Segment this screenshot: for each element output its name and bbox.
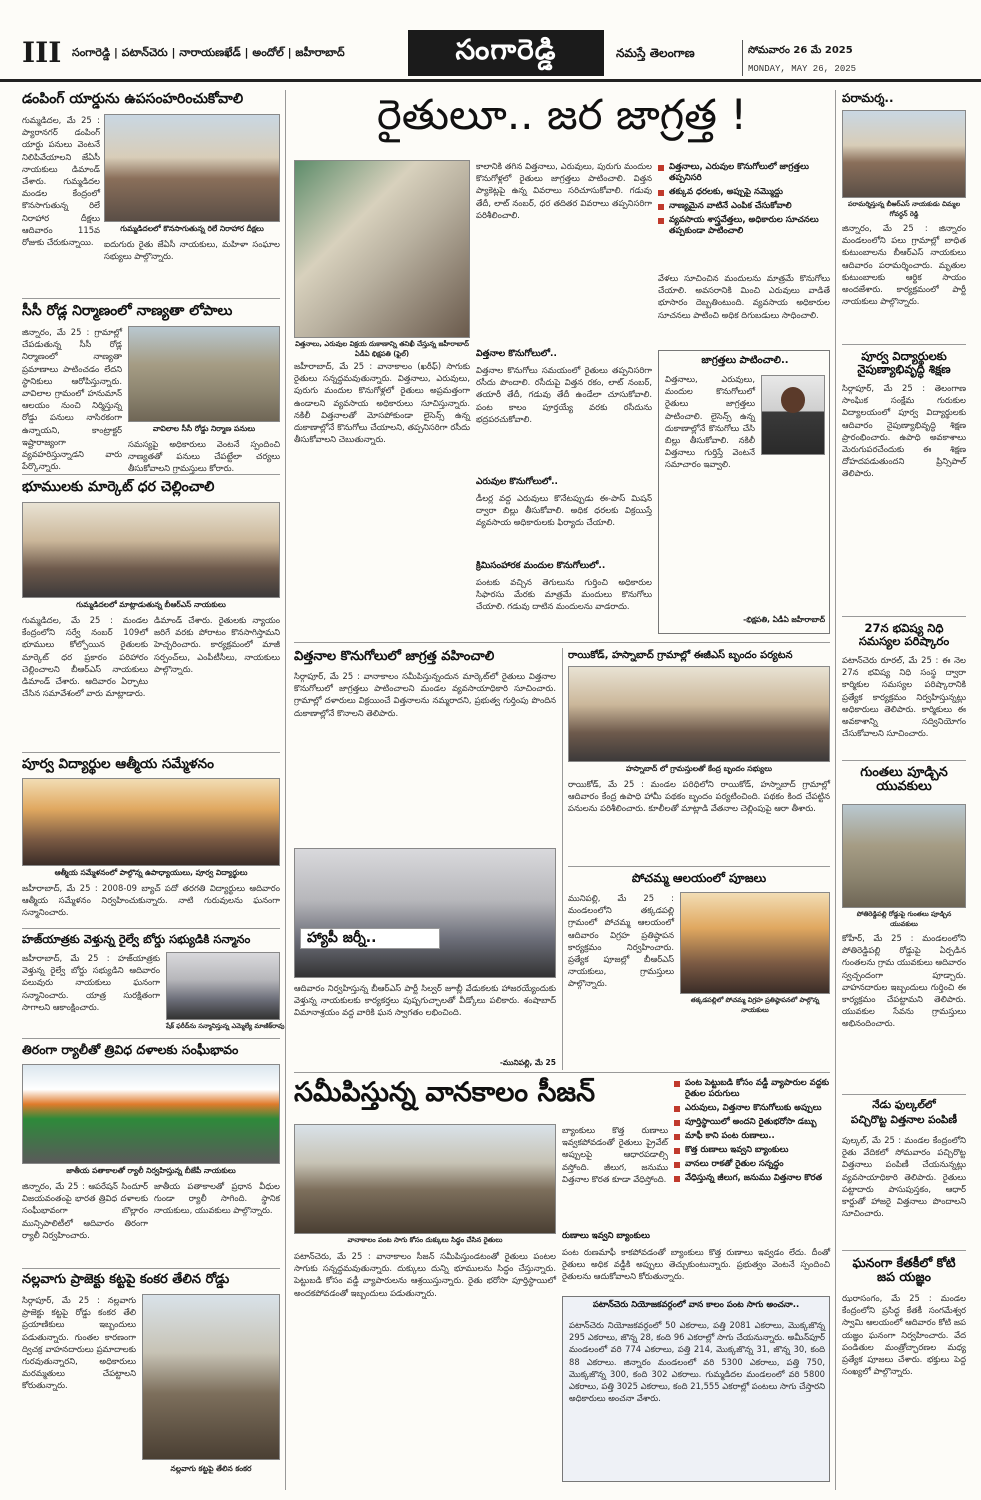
pochamma-photo bbox=[680, 892, 830, 994]
headline-potholes-filled: గుంతలు పూడ్చిన యువకులు bbox=[860, 765, 948, 795]
dumping-yard-caption: గుమ్మడిదలలో కొనసాగుతున్న రిలే నిరాహార దీక్షలు bbox=[120, 224, 264, 233]
article-hajj-body: జహీరాబాద్, మే 25 : హజ్‌యాత్రకు వెళ్తున్న రైల్వే బోర్డు సభ్యుడిని ఆదివారం పలువురు నాయకులు ఘనంగా సన్మానించారు. యాత్ర సురక్షితంగా సాగాలని ఆకాంక్షించారు. bbox=[22, 953, 160, 1012]
lead-bullet: వ్యవసాయ శాస్త్రవేత్తలు, అధికారుల సూచనలు తప్పకుండా పాటించాలి bbox=[658, 215, 830, 237]
monsoon-bullet: పంట పెట్టుబడి కోసం వడ్డీ వ్యాపారుల వద్దకు రైతుల పరుగులు bbox=[674, 1078, 830, 1100]
article-cc-roads-body-2: సమస్యపై అధికారులు వెంటనే స్పందించి నాణ్యతతో పనులు చేపట్టేలా చర్యలు తీసుకోవాలని గ్రామస్తులు కోరారు. bbox=[128, 439, 280, 474]
headline-happy-journey: హ్యాపీ జర్నీ.. bbox=[300, 928, 440, 949]
article-monsoon-body-2: బ్యాంకులు కొత్త రుణాలు ఇవ్వకపోవడంతో రైతులు ప్రైవేట్ అప్పులపై ఆధారపడాల్సి వస్తోంది. జీలుగ, జనుము విత్తనాల కొరత కూడా వేధిస్తోంది. bbox=[562, 1125, 668, 1184]
expert-box-heading: జాగ్రత్తలు పాటించాలి.. bbox=[701, 355, 789, 366]
page-number: III bbox=[22, 36, 62, 69]
monsoon-bullet: కొత్త రుణాలు ఇవ్వని బ్యాంకులు bbox=[674, 1145, 830, 1156]
monsoon-field-photo bbox=[294, 1124, 556, 1234]
tiranga-rally-photo bbox=[22, 1064, 280, 1164]
condolence-caption: పరామర్శిస్తున్న బీఆర్ఎస్ నాయకుడు చిమ్మల గోవర్ధన్ రెడ్డి bbox=[847, 200, 961, 218]
article-seed-distribution-body: పుల్కల్, మే 25 : మండల కేంద్రంలోని రైతు వేదికలో సోమవారం పచ్చిరొట్ట విత్తనాలు పంపిణీ చేయనున్నట్లు వ్యవసాయాధికారి తెలిపారు. రైతులు పట్టాదారు పాసుపుస్తకం, ఆధార్ కార్డుతో హాజరై విత్తనాలు పొందాలని సూచించారు. bbox=[842, 1135, 966, 1219]
article-condolence-body: జిన్నారం, మే 25 : జిన్నారం మండలంలోని పలు గ్రామాల్లో బాధిత కుటుంబాలను బీఆర్ఎస్ నాయకులు ఆదివారం పరామర్శించారు. మృతుల కుటుంబాలకు ఆర్థిక సాయం అందజేశారు. కార్యక్రమంలో పార్టీ నాయకులు పాల్గొన్నారు. bbox=[842, 223, 966, 307]
article-skill-training-body: సిర్గాపూర్, మే 25 : తెలంగాణ సాంఘిక సంక్షేమ గురుకుల విద్యాలయంలో పూర్వ విద్యార్థులకు ఆదివారం నైపుణ్యాభివృద్ధి శిక్షణ ప్రారంభించారు. ఉపాధి అవకాశాలు మెరుగుపరచేందుకు ఈ శిక్షణ దోహదపడుతుందని ప్రిన్సిపాల్ తెలిపారు. bbox=[842, 383, 966, 479]
headline-seed-distribution-2: పచ్చిరొట్ట విత్తనాల పంపిణీ bbox=[850, 1114, 958, 1126]
monsoon-bullet: వానలు రాకతో రైతుల సన్నద్ధం bbox=[674, 1159, 830, 1170]
divider bbox=[842, 344, 966, 345]
article-happy-journey-body: ఆదివారం నిర్వహిస్తున్న బీఆర్ఎస్ పార్టీ సిల్వర్ జూబ్లీ వేడుకలకు హాజరయ్యేందుకు వెళ్తున్న నాయకులకు కార్యకర్తలు పుష్పగుచ్ఛాలతో వీడ్కోలు పలికారు. శంషాబాద్ విమానాశ్రయం వద్ద వారికి ఘన స్వాగతం లభించింది. bbox=[294, 983, 556, 1018]
headline-egs-team: రాయికోడ్, హస్నాబాద్ గ్రామాల్లో ఈజీఎస్ బృందం పర్యటన bbox=[568, 650, 793, 661]
headline-dumping-yard: డంపింగ్ యార్డును ఉపసంహరించుకోవాలి bbox=[22, 91, 244, 107]
expert-quote-box bbox=[658, 350, 830, 634]
expert-signature: -భిక్షపతి, ఏడీఏ జహీరాబాద్ bbox=[743, 615, 825, 624]
headline-pf-grievance: 27న భవిష్య నిధి సమస్యల పరిష్కారం bbox=[858, 621, 950, 648]
divider bbox=[22, 1038, 280, 1039]
divider bbox=[568, 866, 830, 867]
monsoon-bullet: పూర్తిస్థాయిలో అందని రైతుభరోసా డబ్బు bbox=[674, 1117, 830, 1128]
potholes-caption: పోతిరెడ్డిపల్లి రోడ్డుపై గుంతలు పూడ్చిన యువకులు bbox=[856, 910, 952, 928]
paper-name: నమస్తే తెలంగాణ bbox=[616, 46, 695, 60]
article-tiranga-body: జిన్నారం, మే 25 : ఆపరేషన్ సిందూర్ విజయవంతంపై భారత త్రివిధ దళాలకు సంఘీభావంగా బొల్లారం మున్సిపాలిటీలో ఆదివారం తిరంగా ర్యాలీ నిర్వహించారు. bbox=[22, 1181, 148, 1240]
article-market-price-body: గుమ్మడిదల, మే 25 : మండల కేంద్రంలోని సర్వే నంబర్ 109లో భూములు కోల్పోయిన రైతులకు మార్కెట్ ధర ప్రకారం పరిహారం చెల్లించాలని బీఆర్ఎస్ నాయకులు డిమాండ్ చేశారు. ఆదివారం ఏర్పాటు చేసిన సమావేశంలో వారు మాట్లాడారు. bbox=[22, 615, 148, 699]
divider bbox=[22, 928, 280, 929]
article-potholes-body: కోహీర్, మే 25 : మండలంలోని పోతిరెడ్డిపల్లి రోడ్డుపై ఏర్పడిన గుంతలను గ్రామ యువకులు ఆదివారం స్వచ్ఛందంగా పూడ్చారు. వాహనదారుల ఇబ్బందులు గుర్తించి ఈ కార్యక్రమం చేపట్టామని తెలిపారు. యువకుల సేవను గ్రామస్తులు అభినందించారు. bbox=[842, 933, 966, 1029]
monsoon-subhead-banks: రుణాలు ఇవ్వని బ్యాంకులు bbox=[562, 1231, 650, 1241]
alumni-meet-caption: ఆత్మీయ సమ్మేళనంలో పాల్గొన్న ఉపాధ్యాయులు, పూర్వ విద్యార్థులు bbox=[54, 868, 248, 877]
headline-koti-japa-yagnam: ఘనంగా కేతకీలో కోటి జప యజ్ఞం bbox=[852, 1255, 956, 1284]
crop-estimate-box bbox=[562, 1296, 830, 1482]
lead-body-4: విత్తనాల కొనుగోలు సమయంలో రైతులు తప్పనిసరిగా రసీదు పొందాలి. రసీదుపై విత్తన రకం, లాట్ నంబర్, తయారీ తేదీ, గడువు తేదీ ఉండేలా చూసుకోవాలి. పంట కాలం పూర్తయ్యే వరకు రసీదును భద్రపరచుకోవాలి. bbox=[476, 365, 652, 424]
article-nallavagu-body: సిర్గాపూర్, మే 25 : నల్లవాగు ప్రాజెక్టు కట్టపై రోడ్డు కంకర తేలి ప్రయాణికులు ఇబ్బందులు పడుతున్నారు. గుంతల కారణంగా ద్విచక్ర వాహనదారులు ప్రమాదాలకు గురవుతున్నారని, అధికారులు మరమ్మతులు చేపట్టాలని కోరుతున్నారు. bbox=[22, 1295, 136, 1391]
column-divider-right bbox=[835, 90, 836, 1490]
headline-skill-training: పూర్వ విద్యార్థులకు నైపుణ్యాభివృద్ధి శిక్షణ bbox=[857, 349, 951, 376]
tiranga-rally-caption: జాతీయ పతాకాలతో ర్యాలీ నిర్వహిస్తున్న బీజేపీ నాయకులు bbox=[66, 1166, 236, 1175]
location-bar: సంగారెడ్డి | పటాన్‌చెరు | నారాయణఖేడ్ | అందోల్ | జహీరాబాద్ bbox=[72, 46, 345, 59]
date-english: MONDAY, MAY 26, 2025 bbox=[748, 64, 857, 74]
divider bbox=[22, 1268, 280, 1269]
monsoon-bullet: మాఫీ కాని పంట రుణాలు.. bbox=[674, 1131, 830, 1142]
cc-road-photo bbox=[128, 326, 280, 422]
headline-monsoon-season: సమీపిస్తున్న వానకాలం సీజన్ bbox=[294, 1077, 596, 1108]
divider bbox=[842, 1250, 966, 1251]
masthead-divider bbox=[742, 40, 743, 76]
dumping-yard-photo bbox=[104, 114, 280, 222]
masthead bbox=[0, 0, 981, 82]
monsoon-bullet: వేధిస్తున్న జీలుగ, జనుము విత్తనాల కొరత bbox=[674, 1173, 830, 1184]
article-pochamma-body: మునిపల్లి, మే 25 : మండలంలోని తక్కడపల్లి గ్రామంలో పోచమ్మ ఆలయంలో ఆదివారం విగ్రహ ప్రతిష్ఠాపన కార్యక్రమం నిర్వహించారు. ప్రత్యేక పూజల్లో బీఆర్ఎస్ నాయకులు, గ్రామస్తులు పాల్గొన్నారు. bbox=[568, 893, 674, 989]
egs-team-photo bbox=[568, 666, 830, 762]
lead-subhead-fertilizer: ఎరువుల కొనుగోలులో.. bbox=[476, 477, 558, 487]
nallavagu-caption: నల్లవాగు కట్టపై తేలిన కంకర bbox=[170, 1464, 252, 1473]
article-koti-japa-body: ఝరాసంగం, మే 25 : మండల కేంద్రంలోని ప్రసిద్ధ కేతకీ సంగమేశ్వర స్వామి ఆలయంలో ఆదివారం కోటి జప యజ్ఞం ఘనంగా నిర్వహించారు. వేద పండితుల మంత్రోచ్ఛారణల మధ్య ప్రత్యేక పూజలు చేశారు. భక్తులు పెద్ద సంఖ్యలో పాల్గొన్నారు. bbox=[842, 1293, 966, 1377]
headline-nallavagu-road: నల్లవాగు ప్రాజెక్టు కట్టపై కంకర తేలిన రోడ్డు bbox=[22, 1272, 230, 1287]
article-alumni-meet-body: జహీరాబాద్, మే 25 : 2008-09 బ్యాచ్ పదో తరగతి విద్యార్థులు ఆదివారం ఆత్మీయ సమ్మేళనం నిర్వహించుకున్నారు. నాటి గురువులను ఘనంగా సన్మానించారు. bbox=[22, 883, 280, 918]
divider bbox=[294, 1072, 830, 1073]
lead-bullet: విత్తనాలు, ఎరువుల కొనుగోలులో జాగ్రత్తలు తప్పనిసరి bbox=[658, 162, 830, 184]
article-dumping-yard-body: గుమ్మడిదల, మే 25 : ప్యారానగర్ డంపింగ్ యార్డు పనులు వెంటనే నిలిపివేయాలని జేఏసీ నాయకులు డిమాండ్ చేశారు. గుమ్మడిదల మండల కేంద్రంలో కొనసాగుతున్న రిలే నిరాహార దీక్షలు ఆదివారం 115వ రోజుకు చేరుకున్నాయి. bbox=[22, 115, 100, 247]
headline-cc-roads: సీసీ రోడ్ల నిర్మాణంలో నాణ్యతా లోపాలు bbox=[22, 303, 233, 319]
article-dumping-yard-body-2: ఐదుగురు రైతు జేఏసీ నాయకులు, మహిళా సంఘాల సభ్యులు పాల్గొన్నారు. bbox=[104, 239, 280, 262]
expert-box-body: విత్తనాలు, ఎరువులు, మందుల కొనుగోలులో రైతులు జాగ్రత్తలు పాటించాలి. లైసెన్స్ ఉన్న దుకాణాల్లోనే కొనుగోలు చేసి బిల్లు తీసుకోవాలి. నకిలీ విత్తనాలు గుర్తిస్తే వెంటనే సమాచారం ఇవ్వాలి. bbox=[665, 374, 755, 470]
market-price-caption: గుమ్మడిదలలో మాట్లాడుతున్న బీఆర్ఎస్ నాయకులు bbox=[76, 600, 226, 609]
crop-estimate-body: పటాన్‌చెరు నియోజకవర్గంలో 50 ఎకరాలు, పత్తి 2081 ఎకరాలు, మొక్కజొన్న 295 ఎకరాలు, జొన్న 28, కంది 96 ఎకరాల్లో సాగు చేయనున్నారు. అమీన్‌పూర్ మండలంలో వరి 774 ఎకరాలు, పత్తి 214, మొక్కజొన్న 31, జొన్న 30, కంది 88 ఎకరాలు. జిన్నారం మండలంలో వరి 5300 ఎకరాలు, పత్తి 750, మొక్కజొన్న 300, కంది 302 ఎకరాలు. గుమ్మడిదల మండలంలో వరి 5800 ఎకరాలు, పత్తి 3025 ఎకరాలు, కంది 21,555 ఎకరాల్లో పంటలు సాగు చేస్తారని అధికారులు అంచనా వేశారు. bbox=[569, 1320, 825, 1404]
potholes-photo bbox=[842, 804, 966, 908]
happy-journey-photo bbox=[294, 848, 556, 978]
lead-bullet: నాణ్యమైన వాటినే ఎంపిక చేసుకోవాలి bbox=[658, 201, 830, 212]
article-market-price-body-2: డిమాండ్ చేశారు. రైతులకు న్యాయం జరిగే వరకు పోరాటం కొనసాగిస్తామని హెచ్చరించారు. కార్యక్రమంలో మాజీ సర్పంచ్‌లు, ఎంపీటీసీలు, నాయకులు పాల్గొన్నారు. bbox=[154, 615, 280, 674]
hajj-caption: షేక్ ఫరీద్‌ను సన్మానిస్తున్న ఎమ్మెల్యే మాణిక్‌రావు bbox=[166, 1022, 285, 1030]
lead-headline: రైతులూ.. జర జాగ్రత్త ! bbox=[376, 90, 748, 139]
lead-body-2: కాలానికి తగిన విత్తనాలు, ఎరువులు, పురుగు మందుల కొనుగోళ్లలో రైతులు జాగ్రత్తలు పాటించాలి. విత్తన ప్యాకెట్లపై ఉన్న వివరాలు సరిచూసుకోవాలి. గడువు తేదీ, లాట్ నంబర్, ధర తదితర వివరాలు తప్పనిసరిగా పరిశీలించాలి. bbox=[476, 161, 652, 220]
headline-alumni-meet: పూర్వ విద్యార్థుల ఆత్మీయ సమ్మేళనం bbox=[22, 756, 214, 772]
lead-photo-caption: విత్తనాలు, ఎరువుల విక్రయ దుకాణాన్ని తనిఖీ చేస్తున్న జహీరాబాద్ ఏడీఏ భిక్షపతి (ఫైల్) bbox=[295, 340, 469, 358]
headline-seed-distribution: నేడు ఫుల్కల్‌లో bbox=[872, 1099, 936, 1111]
market-price-photo bbox=[22, 502, 280, 598]
article-pf-grievance-body: పటాన్‌చెరు రూరల్, మే 25 : ఈ నెల 27న భవిష్య నిధి సంస్థ ద్వారా కార్మికుల సమస్యల పరిష్కారానికి ప్రత్యేక కార్యక్రమం నిర్వహిస్తున్నట్లు అధికారులు తెలిపారు. కార్మికులు ఈ అవకాశాన్ని సద్వినియోగం చేసుకోవాలని సూచించారు. bbox=[842, 655, 966, 739]
lead-bullet: తక్కువ ధరలకు, అప్పుపై నమ్మొద్దు bbox=[658, 187, 830, 198]
article-monsoon-body-3: పంట రుణమాఫీ కాకపోవడంతో బ్యాంకులు కొత్త రుణాలు ఇవ్వడం లేదు. దీంతో రైతులు అధిక వడ్డీకి అప్పులు తెచ్చుకుంటున్నారు. ప్రభుత్వం వెంటనే స్పందించి రైతులను ఆదుకోవాలని కోరుతున్నారు. bbox=[562, 1247, 830, 1282]
article-egs-team-body: రాయికోడ్, మే 25 : మండల పరిధిలోని రాయికోడ్, హస్నాబాద్ గ్రామాల్లో ఆదివారం కేంద్ర ఉపాధి హామీ పథకం బృందం పర్యటించింది. పథకం కింద చేపట్టిన పనులను పరిశీలించారు. కూలీలతో మాట్లాడి వేతనాల చెల్లింపుపై ఆరా తీశారు. bbox=[568, 779, 830, 814]
monsoon-bullet: ఎరువులు, విత్తనాల కొనుగోలుకు అప్పులు bbox=[674, 1103, 830, 1114]
lead-body-5: డీలర్ల వద్ద ఎరువులు కొనేటప్పుడు ఈ-పాస్ మిషన్ ద్వారా బిల్లు తీసుకోవాలి. అధిక ధరలకు విక్రయిస్తే వ్యవసాయ అధికారులకు ఫిర్యాదు చేయాలి. bbox=[476, 493, 652, 528]
divider bbox=[842, 616, 966, 617]
expert-portrait bbox=[761, 375, 825, 455]
pochamma-caption: తక్కడపల్లిలో పోచమ్మ విగ్రహ ప్రతిష్ఠాపనలో పాల్గొన్న నాయకులు bbox=[690, 996, 820, 1014]
column-divider-left bbox=[285, 90, 286, 1490]
headline-tiranga-rally: తిరంగా ర్యాలీతో త్రివిధ దళాలకు సంఘీభావం bbox=[22, 1042, 239, 1057]
lead-subhead-pesticides: క్రిమిసంహారక మందుల కొనుగోలులో.. bbox=[476, 561, 606, 571]
monsoon-photo-caption: వానాకాలం పంట సాగు కోసం దుక్కులు సిద్ధం చేసిన రైతులు bbox=[347, 1236, 503, 1244]
article-monsoon-body-1: పటాన్‌చెరు, మే 25 : వానాకాలం సీజన్ సమీపిస్తుండటంతో రైతులు పంటల సాగుకు సన్నద్ధమవుతున్నారు. దుక్కులు దున్ని భూములను సిద్ధం చేస్తున్నారు. పెట్టుబడి కోసం వడ్డీ వ్యాపారులను ఆశ్రయిస్తున్నారు. రైతు భరోసా పూర్తిస్థాయిలో అందకపోవడంతో ఇబ్బందులు పడుతున్నారు. bbox=[294, 1251, 556, 1298]
cc-road-caption: వావిలాల సీసీ రోడ్డు నిర్మాణ పనులు bbox=[152, 424, 256, 433]
lead-body-6: పంటకు వచ్చిన తెగులును గుర్తించి అధికారుల సిఫారసు మేరకు మాత్రమే మందులు కొనుగోలు చేయాలి. గడువు దాటిన మందులను వాడరాదు. bbox=[476, 577, 652, 612]
lead-body-1: జహీరాబాద్, మే 25 : వానాకాలం (ఖరీఫ్) సాగుకు రైతులు సన్నద్ధమవుతున్నారు. విత్తనాలు, ఎరువులు, పురుగు మందుల కొనుగోళ్లలో రైతులు అప్రమత్తంగా ఉండాలని వ్యవసాయ అధికారులు సూచిస్తున్నారు. నకిలీ విత్తనాలతో మోసపోకుండా లైసెన్స్ ఉన్న దుకాణాల్లోనే కొనుగోలు చేయాలని, తప్పనిసరిగా రసీదు తీసుకోవాలని చెబుతున్నారు. bbox=[294, 361, 470, 445]
divider bbox=[22, 752, 280, 753]
divider bbox=[842, 1094, 966, 1095]
article-cc-roads-body: జిన్నారం, మే 25 : గ్రామాల్లో చేపడుతున్న సీసీ రోడ్ల నిర్మాణంలో నాణ్యతా ప్రమాణాలు పాటించడం లేదని స్థానికులు ఆరోపిస్తున్నారు. వావిలాల గ్రామంలో హనుమాన్ ఆలయం నుంచి నిర్మిస్తున్న రోడ్డు పనులు నాసిరకంగా ఉన్నాయని, కాంట్రాక్టర్ ఇష్టారాజ్యంగా వ్యవహరిస్తున్నాడని వారు పేర్కొన్నారు. bbox=[22, 327, 122, 472]
divider bbox=[22, 298, 280, 299]
divider bbox=[22, 474, 280, 475]
egs-team-caption: హస్నాబాద్ లో గ్రామస్తులతో కేంద్ర బృందం సభ్యులు bbox=[625, 764, 773, 773]
hajj-photo bbox=[166, 952, 280, 1020]
lead-bullet-list bbox=[658, 162, 830, 240]
headline-seeds-caution: విత్తనాల కొనుగోలులో జాగ్రత్త వహించాలి bbox=[294, 649, 495, 664]
column-divider bbox=[562, 648, 563, 1070]
lead-subhead-seeds: విత్తనాల కొనుగోలులో.. bbox=[476, 349, 557, 359]
lead-photo-shop bbox=[294, 160, 470, 338]
article-tiranga-body-2: జాతీయ పతాకాలతో ప్రధాన వీధుల గుండా ర్యాలీ సాగింది. స్థానిక నాయకులు, యువకులు పాల్గొన్నారు. bbox=[154, 1181, 280, 1216]
headline-hajj-felicitation: హజ్‌యాత్రకు వెళ్తున్న రైల్వే బోర్డు సభ్యుడికి సన్మానం bbox=[22, 932, 251, 946]
headline-condolence: పరామర్శ.. bbox=[842, 91, 894, 105]
date-telugu: సోమవారం 26 మే 2025 bbox=[748, 45, 853, 56]
monsoon-bullet-list bbox=[674, 1078, 830, 1187]
district-title: సంగారెడ్డి bbox=[408, 30, 604, 76]
alumni-meet-photo bbox=[22, 778, 280, 866]
headline-pochamma-temple: పోచమ్మ ఆలయంలో పూజలు bbox=[631, 871, 767, 885]
divider bbox=[294, 642, 830, 643]
lead-body-3: వేళలు సూచించిన మందులను మాత్రమే కొనుగోలు చేయాలి. అవసరానికి మించి ఎరువులు వాడితే భూసారం దెబ్బతింటుంది. వ్యవసాయ అధికారుల సూచనలు పాటించి అధిక దిగుబడులు సాధించాలి. bbox=[658, 273, 830, 320]
crop-estimate-heading: పటాన్‌చెరు నియోజకవర్గంలో వాన కాలం పంట సాగు అంచనా.. bbox=[592, 1300, 800, 1310]
happy-journey-dateline: -మునిపల్లి, మే 25 bbox=[499, 1058, 556, 1067]
condolence-photo bbox=[842, 110, 966, 198]
article-seeds-body: సిర్గాపూర్, మే 25 : వానాకాలం సమీపిస్తున్నందున మార్కెట్‌లో రైతులు విత్తనాల కొనుగోలులో జాగ్రత్తలు పాటించాలని మండల వ్యవసాయాధికారి సూచించారు. గ్రామాల్లో దళారులు విక్రయించే విత్తనాలను నమ్మరాదని, ప్రభుత్వ గుర్తింపు పొందిన దుకాణాల్లోనే కొనాలని తెలిపారు. bbox=[294, 671, 556, 718]
nallavagu-photo bbox=[142, 1294, 280, 1460]
headline-market-price: భూములకు మార్కెట్ ధర చెల్లించాలి bbox=[22, 479, 215, 495]
divider bbox=[842, 760, 966, 761]
